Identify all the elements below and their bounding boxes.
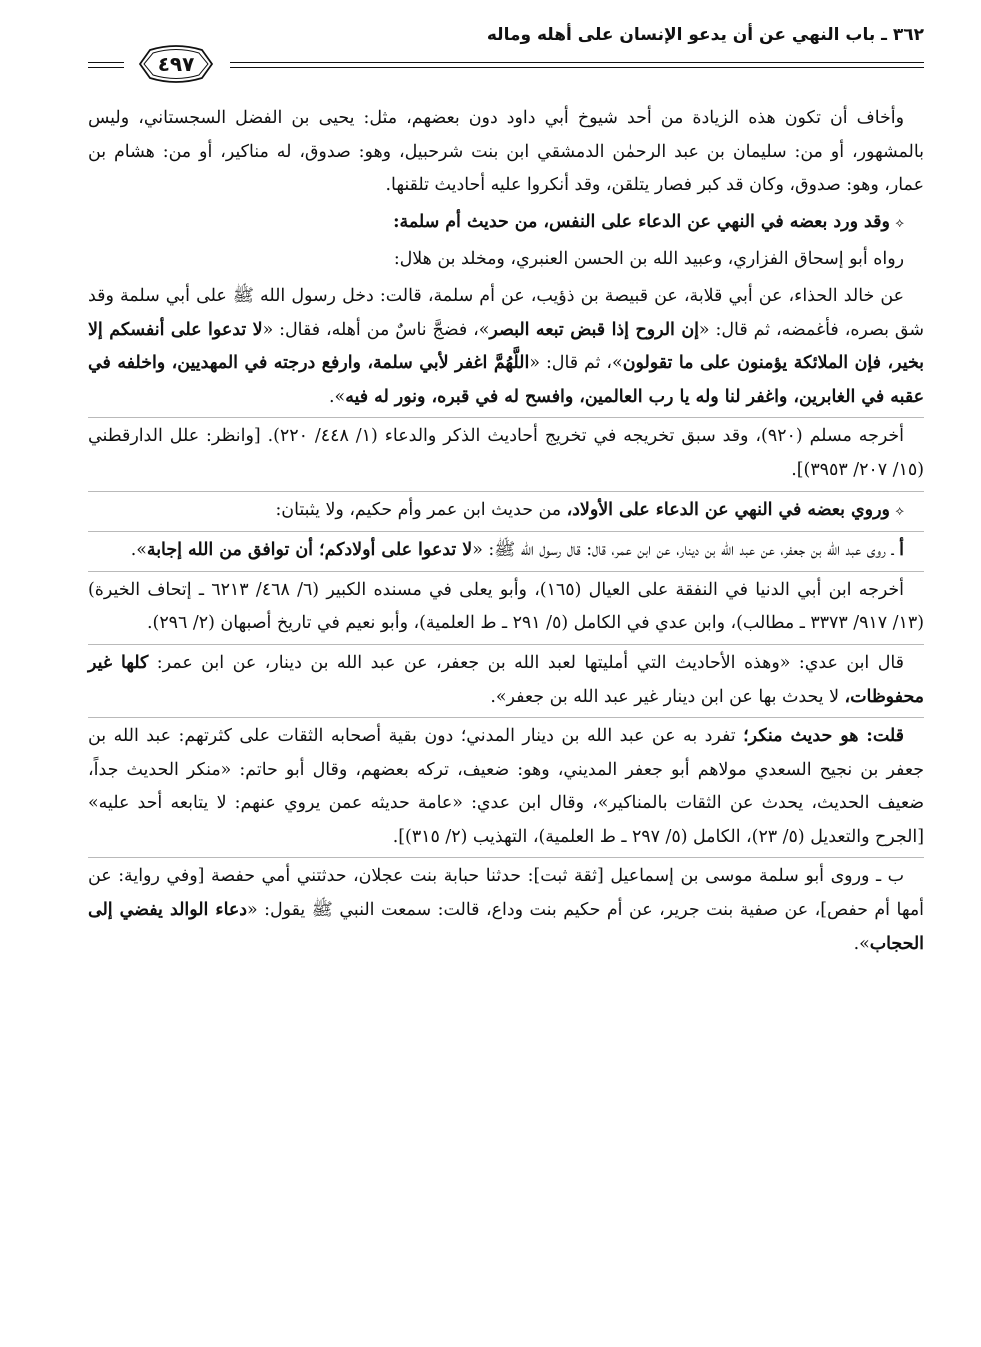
paragraph-10 bbox=[88, 717, 924, 854]
section-heading: وروي بعضه في النهي عن الدعاء على الأولاد، bbox=[566, 499, 890, 520]
hadith-quote: اللَّهُمَّ اغفر لأبي سلمة، وارفع درجته في المهديين، واخلفه في عقبه في الغابرين، واغفر لنا وله يا رب العالمين، وافسح له في قبره، ونور له فيه bbox=[88, 353, 924, 407]
page-number: ٤٩٧ bbox=[157, 52, 195, 76]
hadith-text: ». bbox=[853, 933, 870, 954]
paragraph-4 bbox=[88, 280, 924, 414]
verdict-text: تفرد به عن عبد الله بن دينار المدني؛ دون بقية أصحابه الثقات على كثرتهم: عبد الله بن جعفر بن نجيح السعدي مولاهم أبو جعفر المديني، وهو: ضعيف، تركه بعضهم، وقال أبو حاتم: «منكر الحديث جداً، ضعيف الحديث، يحدث عن الثقات بالمناكير»، وقال ابن عدي: «عامة حديثه عمن يروي عنهم: لا يتابعه أحد عليه» [الجرح والتعديل (٥/ ٢٣)، الكامل (٥/ ٢٩٧ ـ ط العلمية)، التهذيب (٢/ ٣١٥)]. bbox=[88, 726, 924, 847]
hadith-text: عن خالد الحذاء، عن أبي قلابة، عن قبيصة بن ذؤيب، عن أم سلمة، قالت: دخل رسول الله ﷺ على أبي سلمة وقد شق بصره، فأغمضه، ثم قال: « bbox=[88, 285, 924, 340]
hadith-quote: لا تدعوا على أولادكم؛ أن توافق من الله إجابة bbox=[146, 540, 473, 561]
paragraph-11 bbox=[88, 857, 924, 961]
hadith-quote: إن الروح إذا قبض تبعه البصر bbox=[489, 319, 699, 340]
paragraph-1: وأخاف أن تكون هذه الزيادة من أحد شيوخ أبي داود دون بعضهم، مثل: يحيى بن الفضل السجستاني، وليس بالمشهور، أو من: سليمان بن عبد الرحمٰن الدمشقي ابن بنت شرحبيل، وهو: صدوق، له مناكير، أو من: هشام بن عمار، وهو: صدوق، وكان قد كبر فصار يتلقن، وقد أنكروا عليه أحاديث تلقنها. bbox=[88, 108, 924, 196]
paragraph-2 bbox=[88, 206, 924, 241]
hadith-quote: دعاء الوالد يفضي إلى الحجاب bbox=[88, 900, 924, 954]
book-page bbox=[88, 14, 924, 1334]
main-text bbox=[88, 102, 924, 964]
hadith-text: ب ـ وروى أبو سلمة موسى بن إسماعيل [ثقة ثبت]: حدثنا حبابة بنت عجلان، حدثتني أمي حفصة [وفي رواية: عن أمها أم حفص]، عن صفية بنت جرير، عن أم حكيم بنت وداع، قالت: سمعت النبي ﷺ يقول: « bbox=[88, 866, 924, 921]
paragraph-5: أخرجه مسلم (٩٢٠)، وقد سبق تخريجه في تخريج أحاديث الذكر والدعاء (١/ ٤٤٨/ ٢٢٠). [وانظر: علل الدارقطني (١٥/ ٢٠٧/ ٣٩٥٣)]. bbox=[88, 417, 924, 487]
paragraph-8: أخرجه ابن أبي الدنيا في النفقة على العيال (١٦٥)، وأبو يعلى في مسنده الكبير (٦/ ٤٦٨/ ٦٢١٣ ـ إتحاف الخيرة) (١٣/ ٩١٧/ ٣٣٧٣ ـ مطالب)، وابن عدي في الكامل (٥/ ٢٩١ ـ ط العلمية)، وأبو نعيم في تاريخ أصبهان (٢/ ٢٩٦). bbox=[88, 571, 924, 641]
verdict-emphasis: قلت: هو حديث منكر؛ bbox=[743, 726, 904, 747]
header-rule bbox=[230, 62, 924, 68]
page-number-badge bbox=[126, 44, 226, 84]
quote-text: قال ابن عدي: «وهذه الأحاديث التي أمليتها لعبد الله بن جعفر، عن عبد الله بن دينار، عن ابن عمر: bbox=[148, 652, 904, 673]
hadith-quote: لا تدعوا على أنفسكم إلا بخير، فإن الملائكة يؤمنون على ما تقولون bbox=[88, 319, 925, 374]
paragraph-9 bbox=[88, 644, 924, 714]
hadith-text: ـ روى عبد الله بن جعفر، عن عبد الله بن دينار، عن ابن عمر، قال: قال رسول الله ﷺ: « bbox=[472, 540, 900, 561]
hadith-text: »، فضجَّ ناسٌ من أهله، فقال: « bbox=[262, 319, 490, 340]
ornament-icon: ⟡ bbox=[895, 503, 904, 519]
running-head-title: ٣٦٢ ـ باب النهي عن أن يدعو الإنسان على أهله وماله bbox=[486, 25, 924, 45]
paragraph-6 bbox=[88, 491, 924, 529]
quote-emphasis: كلها غير محفوظات، bbox=[88, 652, 924, 707]
hadith-text: ». bbox=[130, 540, 147, 561]
quote-text: لا يحدث بها عن ابن دينار غير عبد الله بن جعفر». bbox=[490, 686, 845, 707]
section-heading-rest: من حديث ابن عمر وأم حكيم، ولا يثبتان: bbox=[275, 499, 567, 520]
paragraph-3: رواه أبو إسحاق الفزاري، وعبيد الله بن الحسن العنبري، ومخلد بن هلال: bbox=[393, 249, 904, 270]
ornament-icon: ⟡ bbox=[895, 215, 904, 231]
hadith-text: »، ثم قال: « bbox=[529, 353, 623, 374]
paragraph-7 bbox=[88, 531, 924, 568]
hadith-text: ». bbox=[329, 386, 346, 407]
item-letter: أ bbox=[899, 540, 904, 561]
section-heading: وقد ورد بعضه في النهي عن الدعاء على النفس، من حديث أم سلمة: bbox=[393, 211, 890, 232]
header-rule-left bbox=[88, 62, 124, 68]
